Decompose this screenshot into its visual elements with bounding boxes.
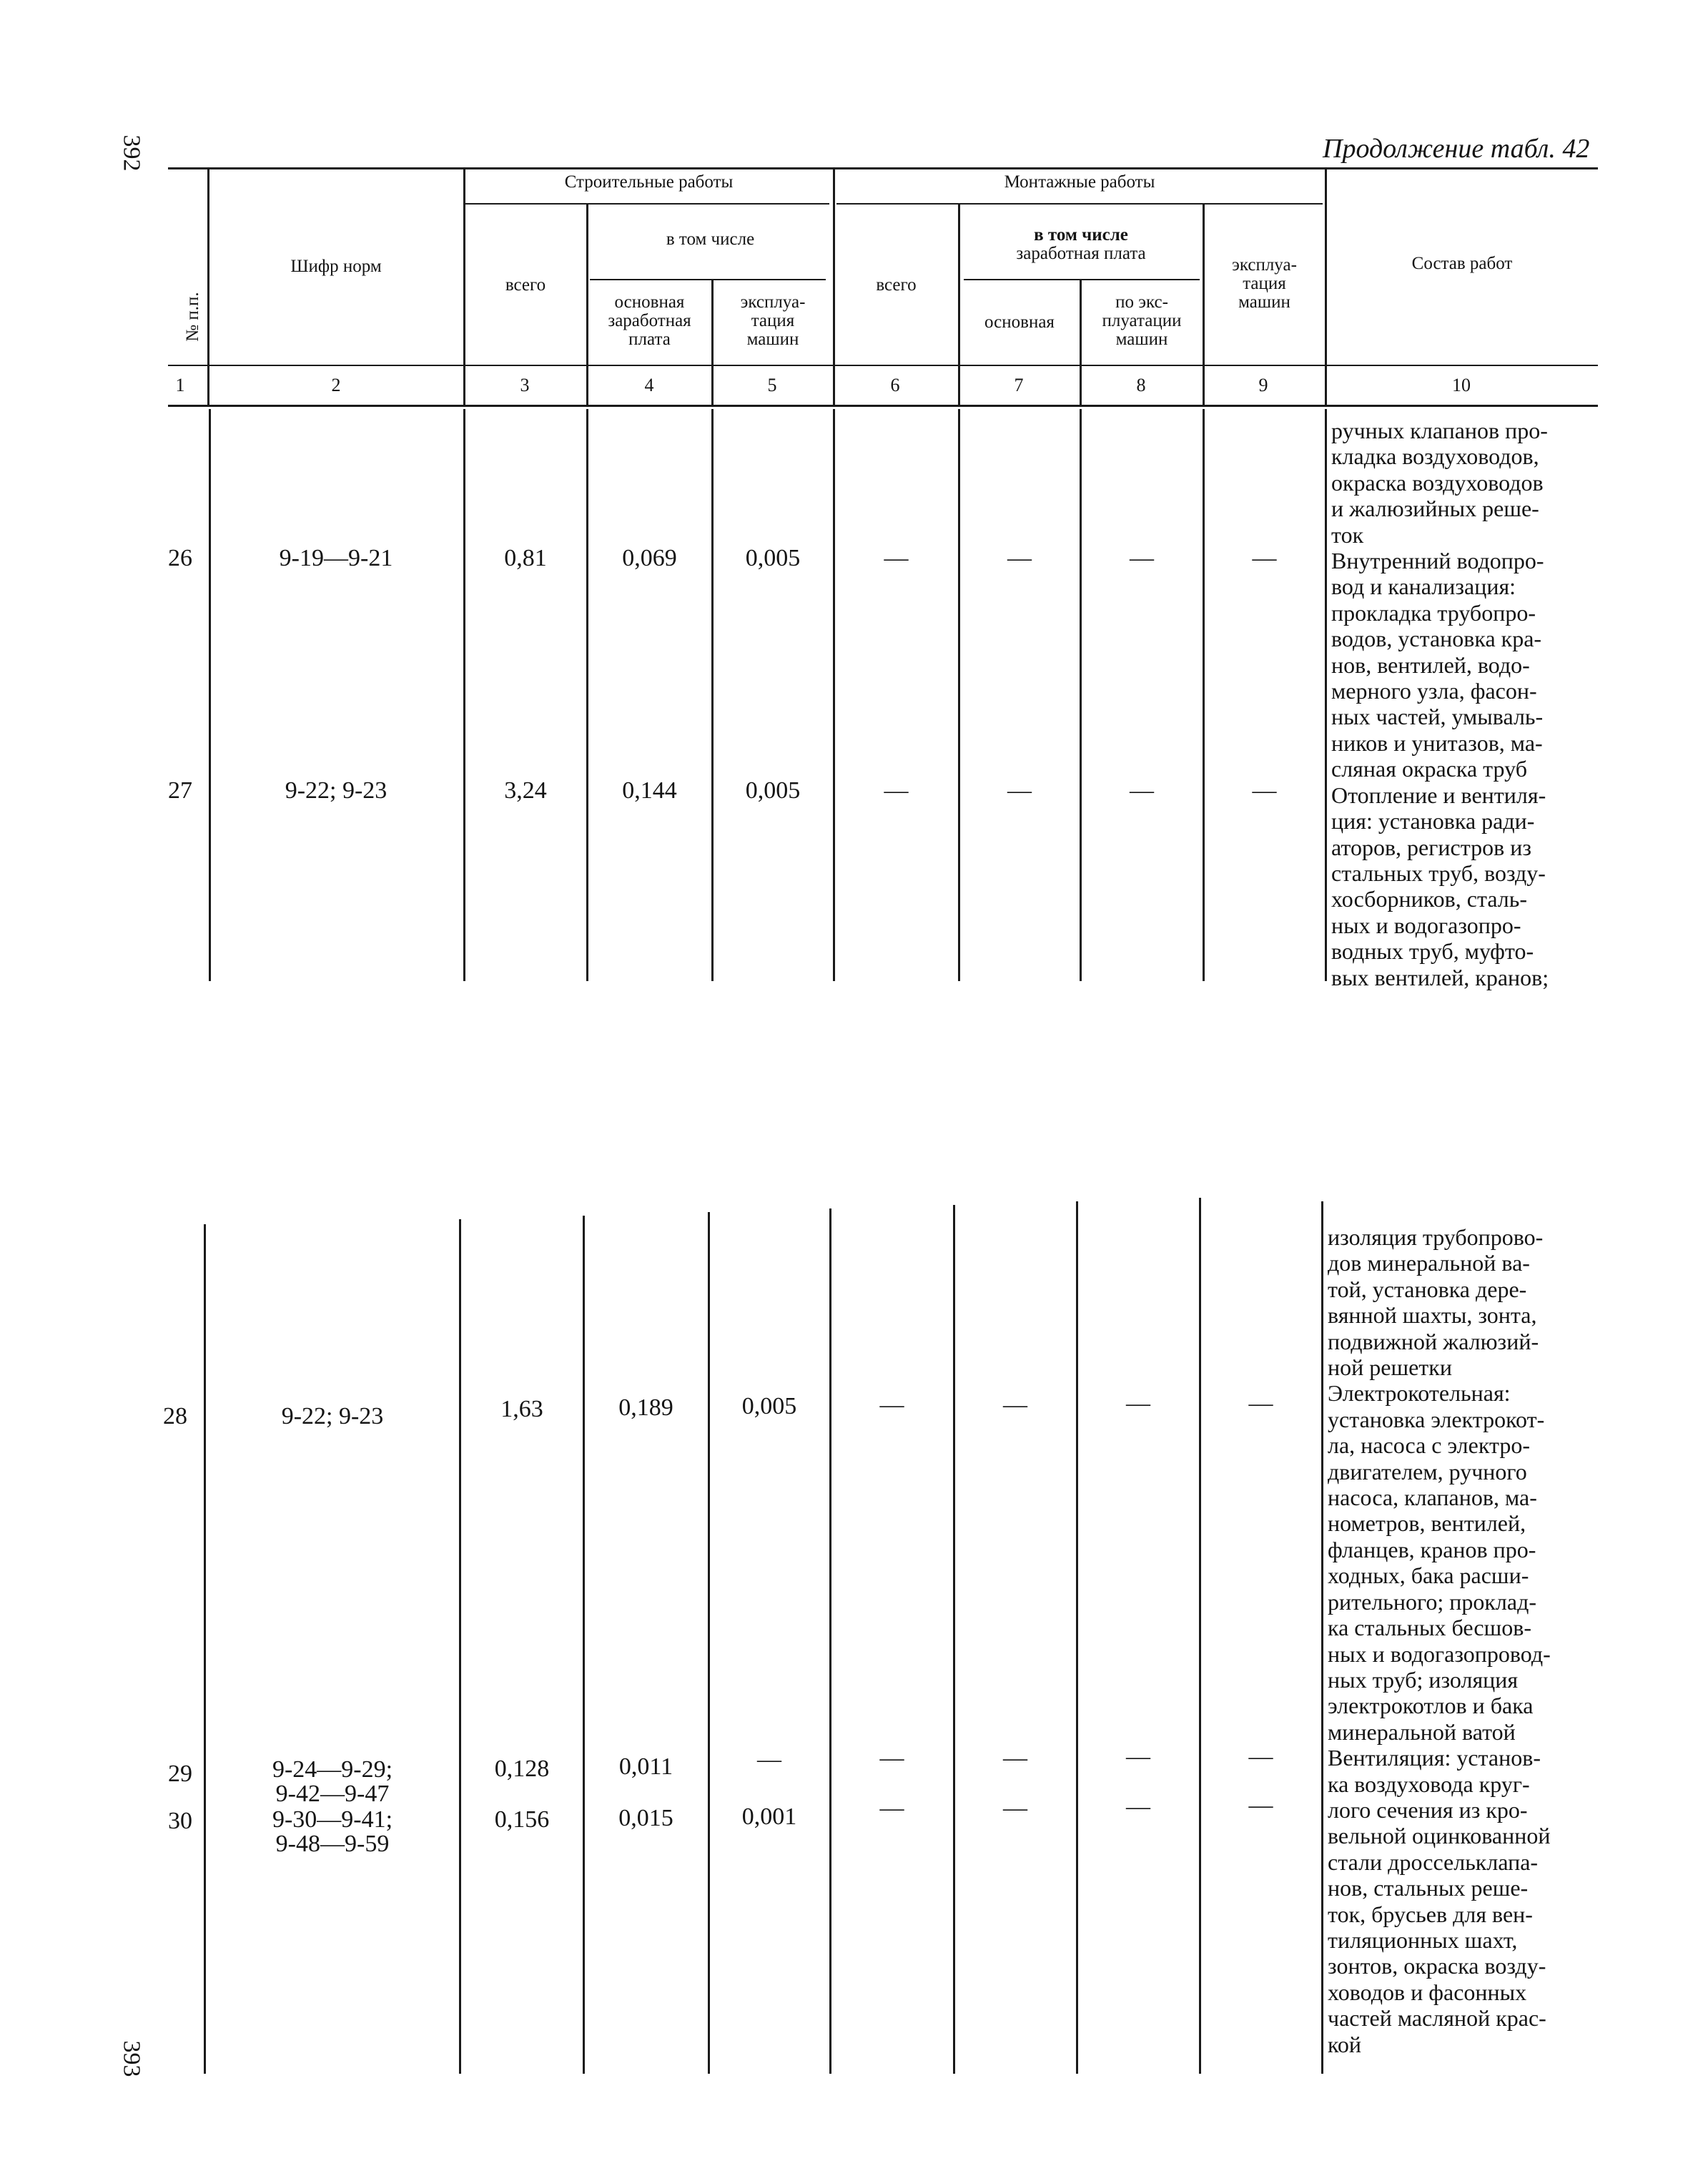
installation-base-cell: —: [1007, 777, 1032, 804]
page-number-top: 392: [118, 134, 145, 172]
header-cipher: Шифр норм: [290, 257, 382, 276]
header-construction-total: всего: [505, 275, 546, 295]
column-number: 4: [644, 375, 654, 395]
column-number: 10: [1452, 375, 1471, 395]
installation-base-cell: —: [1003, 1745, 1027, 1771]
row-number: 26: [168, 545, 192, 571]
header-construction-incl: в том числе: [666, 230, 755, 249]
construction-base-cell: 0,144: [622, 777, 677, 804]
installation-total-cell: —: [884, 545, 909, 571]
column-number: 7: [1014, 375, 1024, 395]
header-composition: Состав работ: [1411, 254, 1513, 273]
construction-base-cell: 0,015: [618, 1805, 673, 1831]
installation-total-cell: —: [879, 1795, 904, 1821]
construction-machines-cell: 0,005: [741, 1393, 797, 1419]
row-number: 29: [168, 1761, 192, 1787]
installation-total-cell: —: [884, 777, 909, 804]
header-row-number: № п.п.: [183, 292, 202, 342]
work-composition-text-bottom: изоляция трубопрово- дов минеральной ва- той, установка дере- вянной шахты, зонта, подвижной жалюзий- ной решетки Электрокотельная: установка электрокот- ла, насоса с электро- двигателем, ручного насоса, клапанов, ма- нометров, вентилей, фланцев, кранов про- ходных, бака расши- рительного; проклад- ка стальных бесшов- ных и водогазопровод- ных труб; изоляция электрокотлов и бака минеральной ватой Вентиляция: установ- ка воздуховода круг- лого сечения из кро- вельной оцинкованной стали дроссельклапа- нов, стальных реше- ток, брусьев для вен- тиляционных шахт, зонтов, окраска возду- ховодов и фасонных частей масляной крас- кой: [1328, 1224, 1551, 2057]
cipher-cell: 9-19—9-21: [279, 545, 393, 571]
column-number: 6: [890, 375, 900, 395]
cipher-cell: 9-24—9-29; 9-42—9-47: [272, 1756, 393, 1807]
row-number: 27: [168, 777, 192, 804]
construction-base-cell: 0,069: [622, 545, 677, 571]
header-construction-machines: эксплуа- тация машин: [740, 292, 806, 349]
installation-base-cell: —: [1003, 1795, 1027, 1821]
installation-machine-op-cell: —: [1126, 1793, 1150, 1820]
construction-total-cell: 0,156: [494, 1806, 550, 1833]
construction-base-cell: 0,011: [618, 1753, 673, 1780]
column-number: 1: [175, 375, 185, 395]
header-installation-machines: эксплуа- тация машин: [1232, 255, 1297, 312]
construction-machines-cell: 0,001: [741, 1803, 797, 1830]
header-construction: Строительные работы: [564, 172, 734, 192]
construction-machines-cell: 0,005: [745, 777, 801, 804]
header-installation: Монтажные работы: [1004, 172, 1155, 192]
cipher-cell: 9-22; 9-23: [281, 1403, 384, 1429]
column-number: 8: [1136, 375, 1146, 395]
construction-total-cell: 0,81: [504, 545, 547, 571]
construction-total-cell: 3,24: [504, 777, 547, 804]
installation-base-cell: —: [1003, 1392, 1027, 1418]
header-installation-base: основная: [984, 312, 1055, 332]
installation-machine-op-cell: —: [1130, 545, 1154, 571]
construction-total-cell: 0,128: [494, 1756, 550, 1782]
installation-machines-cell: —: [1252, 777, 1277, 804]
row-number: 28: [163, 1403, 187, 1429]
header-construction-base-wage: основная заработная плата: [608, 292, 691, 349]
page-number-bottom: 393: [118, 2040, 145, 2077]
construction-machines-cell: —: [757, 1746, 781, 1773]
installation-machines-cell: —: [1248, 1743, 1273, 1770]
installation-machine-op-cell: —: [1130, 777, 1154, 804]
row-number: 30: [168, 1808, 192, 1834]
column-number: 3: [520, 375, 530, 395]
installation-total-cell: —: [879, 1745, 904, 1771]
column-number: 2: [331, 375, 341, 395]
table-continuation-caption: Продолжение табл. 42: [1323, 134, 1590, 164]
installation-machines-cell: —: [1252, 545, 1277, 571]
installation-machine-op-cell: —: [1126, 1743, 1150, 1770]
column-number: 5: [767, 375, 777, 395]
column-number: 9: [1258, 375, 1268, 395]
work-composition-text-top: ручных клапанов про- кладка воздуховодов, окраска воздуховодов и жалюзийных реше- ток Внутренний водопро- вод и канализация: прокладка трубопро- водов, установка кра- нов, вентилей, водо- мерного узла, фасон- ных частей, умываль- ников и унитазов, ма- сляная окраска труб Отопление и вентиля- ция: установка ради- аторов, регистров из стальных труб, возду- хосборников, сталь- ных и водогазопро- водных труб, муфто- вых вентилей, кранов;: [1331, 418, 1549, 990]
cipher-cell: 9-22; 9-23: [285, 777, 387, 804]
installation-total-cell: —: [879, 1392, 904, 1418]
cipher-cell: 9-30—9-41; 9-48—9-59: [272, 1806, 393, 1857]
construction-machines-cell: 0,005: [745, 545, 801, 571]
construction-base-cell: 0,189: [618, 1394, 673, 1421]
header-installation-total: всего: [876, 275, 917, 295]
installation-machines-cell: —: [1248, 1390, 1273, 1417]
header-installation-machine-op: по экс- плуатации машин: [1102, 292, 1182, 349]
installation-base-cell: —: [1007, 545, 1032, 571]
construction-total-cell: 1,63: [500, 1396, 543, 1422]
installation-machines-cell: —: [1248, 1792, 1273, 1818]
installation-machine-op-cell: —: [1126, 1390, 1150, 1417]
header-installation-incl: в том числе заработная плата: [1016, 225, 1146, 263]
